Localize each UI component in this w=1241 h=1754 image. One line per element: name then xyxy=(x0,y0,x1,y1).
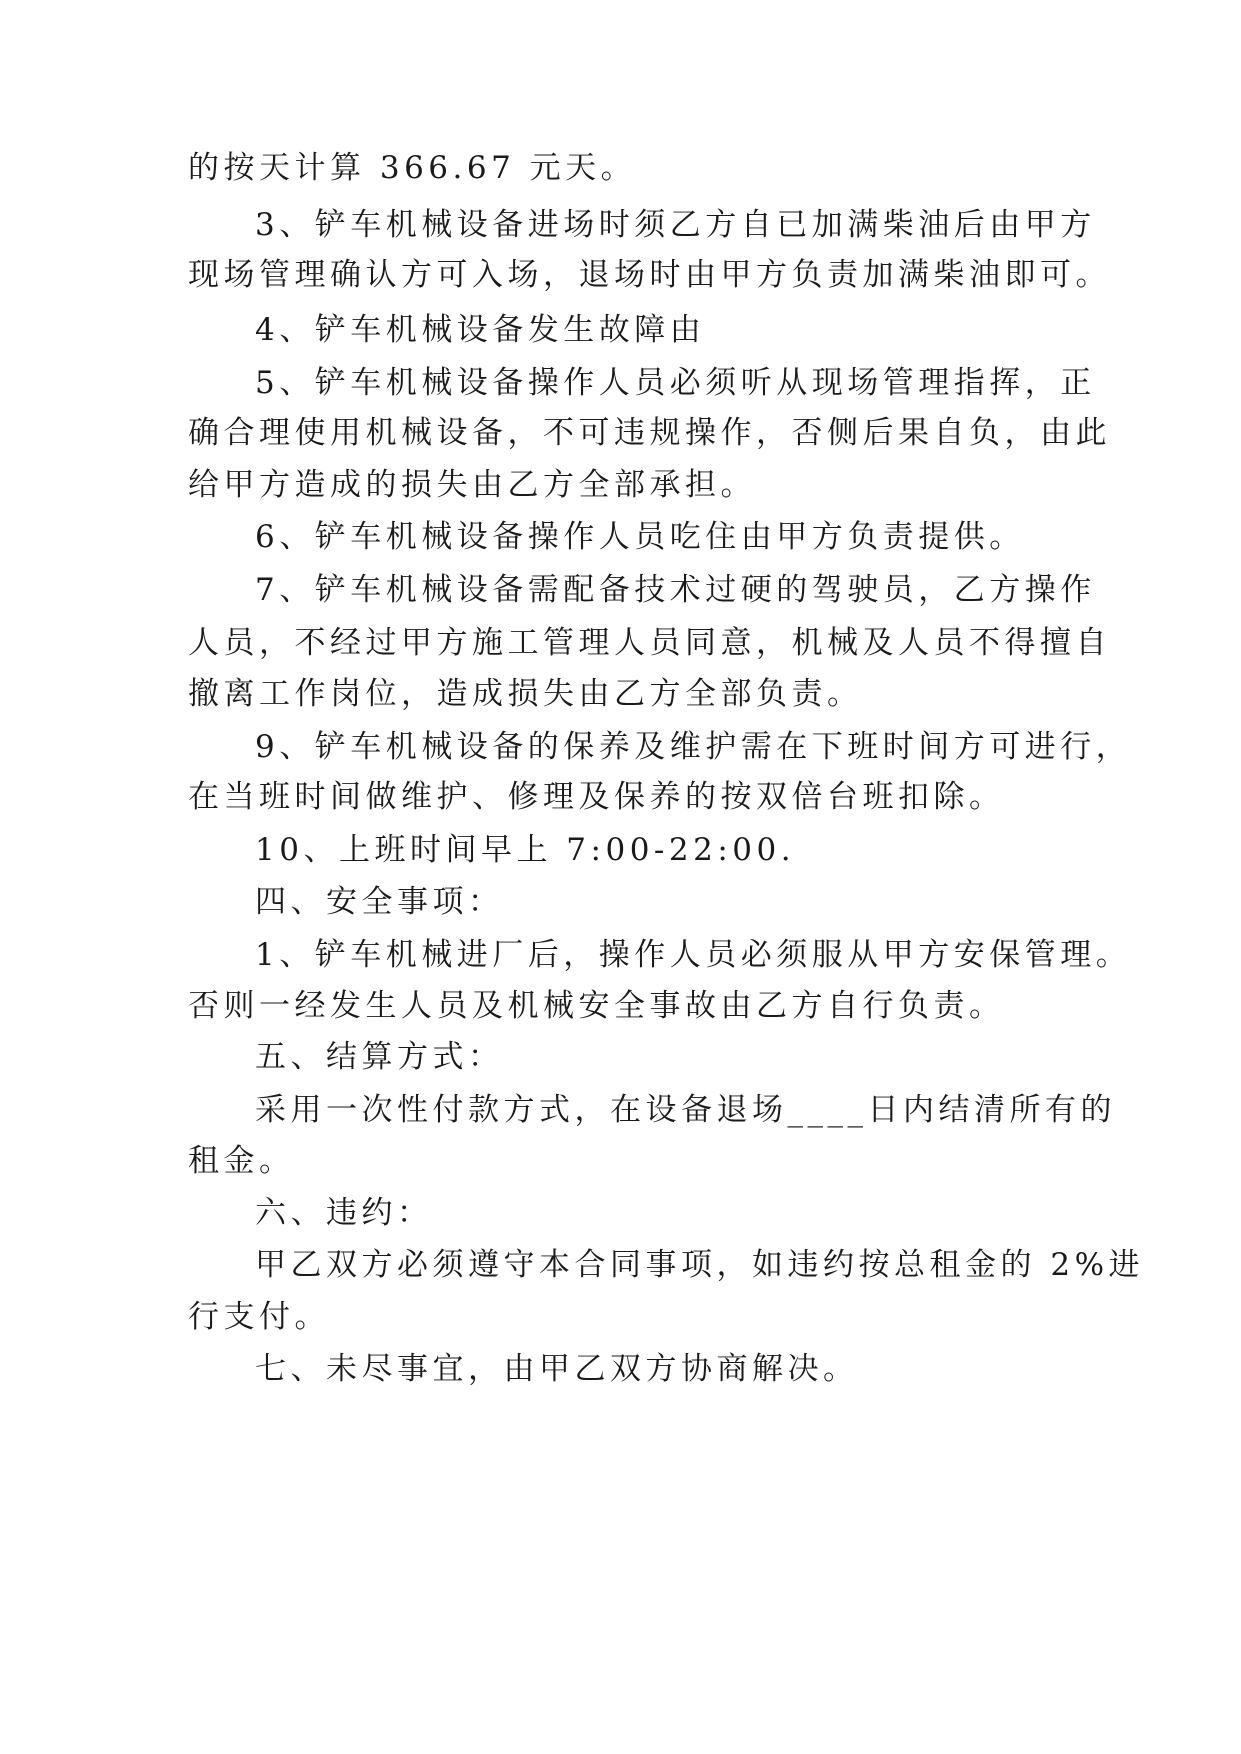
text-line: 4、铲车机械设备发生故障由 xyxy=(255,312,706,348)
section-heading: 六、违约： xyxy=(255,1195,433,1231)
text-line: 采用一次性付款方式，在设备退场____日内结清所有的 xyxy=(255,1092,1116,1128)
text-line: 租金。 xyxy=(188,1143,295,1179)
text-line: 1、铲车机械进厂后，操作人员必须服从甲方安保管理。 xyxy=(255,937,1132,973)
text-line: 在当班时间做维护、修理及保养的按双倍台班扣除。 xyxy=(188,779,1005,815)
section-heading: 五、结算方式： xyxy=(255,1039,504,1075)
text-line: 现场管理确认方可入场，退场时由甲方负责加满柴油即可。 xyxy=(188,257,1111,293)
text-line: 给甲方造成的损失由乙方全部承担。 xyxy=(188,467,756,503)
text-line: 否则一经发生人员及机械安全事故由乙方自行负责。 xyxy=(188,988,1005,1024)
text-line: 人员，不经过甲方施工管理人员同意，机械及人员不得擅自 xyxy=(188,625,1111,661)
text-line: 5、铲车机械设备操作人员必须听从现场管理指挥，正 xyxy=(255,365,1096,401)
text-line: 3、铲车机械设备进场时须乙方自已加满柴油后由甲方 xyxy=(255,207,1096,243)
text-line: 甲乙双方必须遵守本合同事项，如违约按总租金的 2%进 xyxy=(255,1247,1145,1283)
text-line: 确合理使用机械设备，不可违规操作，否侧后果自负，由此 xyxy=(188,415,1111,451)
text-line: 9、铲车机械设备的保养及维护需在下班时间方可进行， xyxy=(255,729,1132,765)
section-heading: 四、安全事项： xyxy=(255,884,504,920)
text-line: 6、铲车机械设备操作人员吃住由甲方负责提供。 xyxy=(255,519,1025,555)
text-line: 撤离工作岗位，造成损失由乙方全部负责。 xyxy=(188,676,863,712)
text-line: 7、铲车机械设备需配备技术过硬的驾驶员，乙方操作 xyxy=(255,572,1096,608)
text-line: 七、未尽事宜，由甲乙双方协商解决。 xyxy=(255,1351,859,1387)
text-line: 10、上班时间早上 7:00-22:00. xyxy=(255,832,796,868)
text-line: 的按天计算 366.67 元天。 xyxy=(188,150,637,186)
text-line: 行支付。 xyxy=(188,1299,330,1335)
